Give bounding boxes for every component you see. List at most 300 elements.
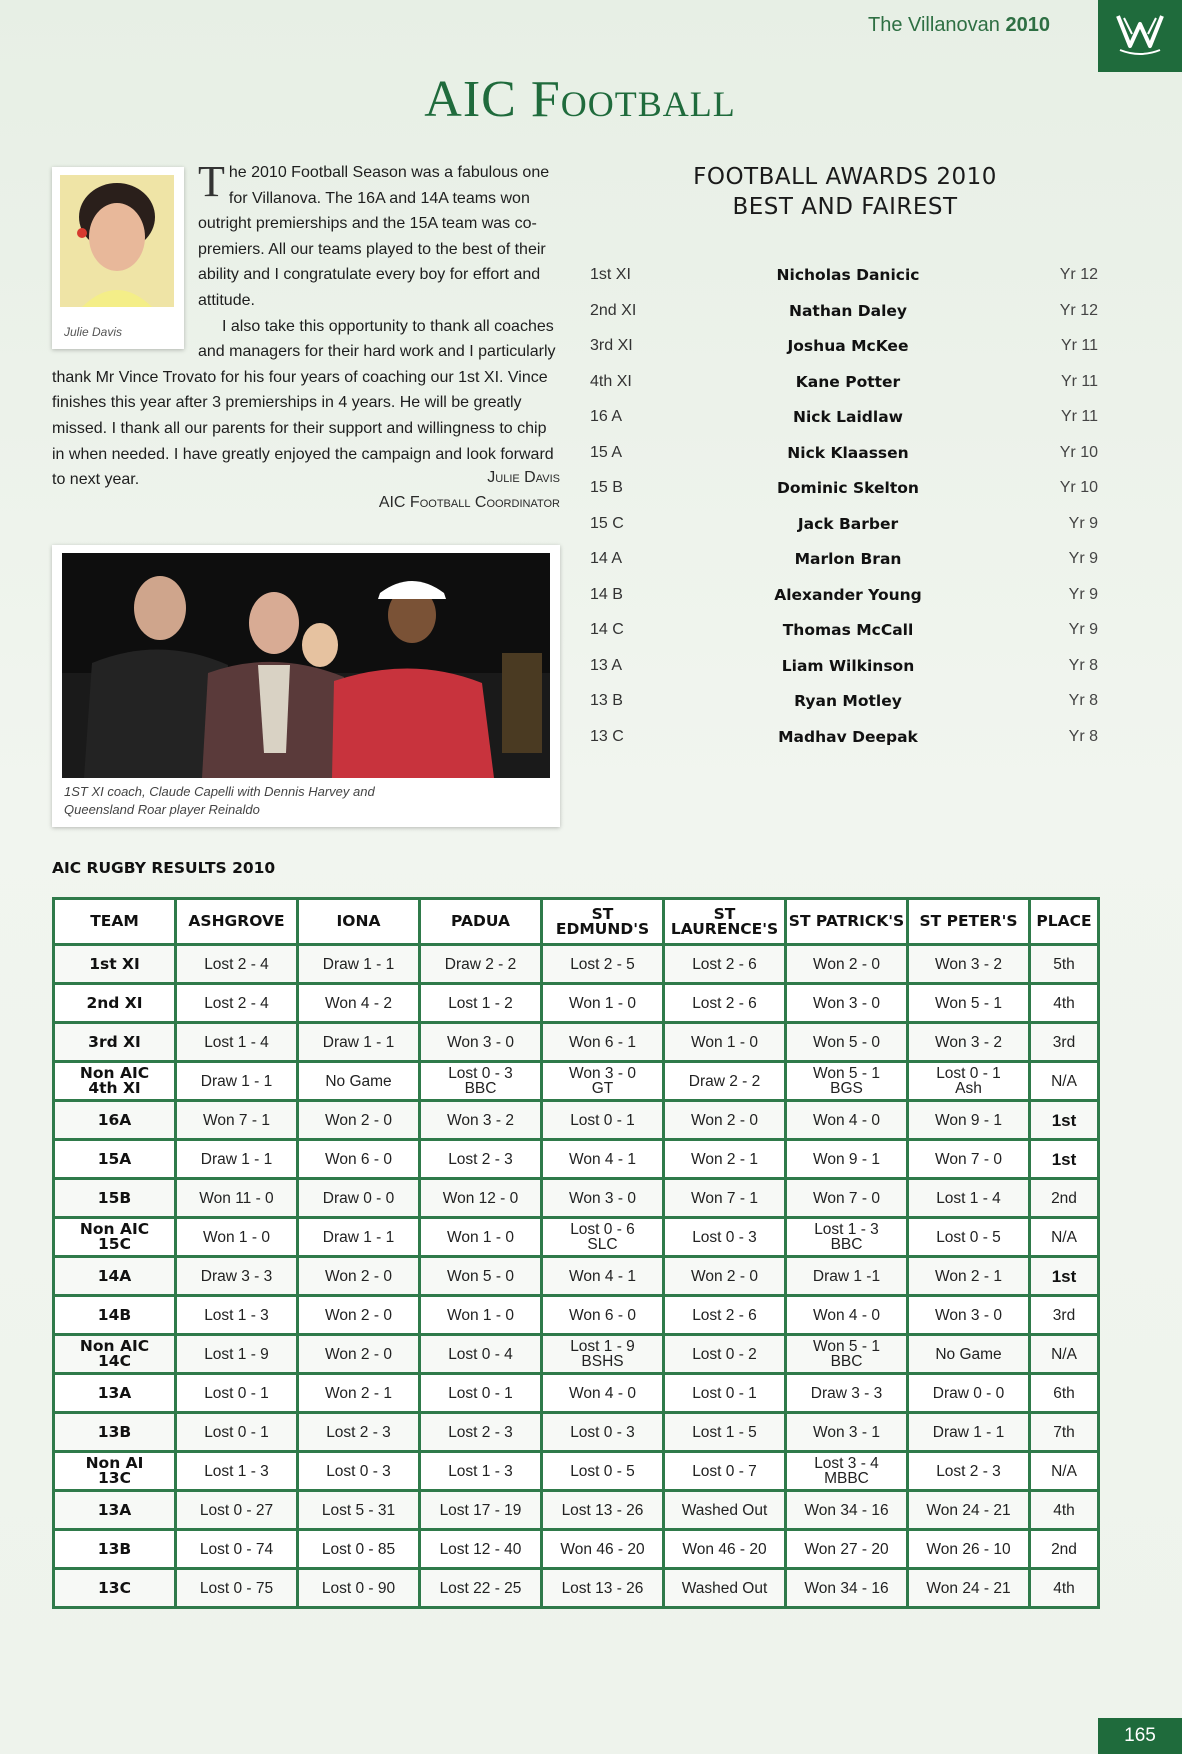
team-cell bbox=[54, 1179, 176, 1218]
cell-text: MBBC bbox=[824, 1470, 869, 1487]
result-cell bbox=[298, 1062, 420, 1101]
cell-text: Lost 17 - 19 bbox=[439, 1501, 522, 1519]
team-photo bbox=[62, 553, 550, 778]
team-cell bbox=[54, 1062, 176, 1101]
result-cell bbox=[786, 1101, 908, 1140]
cell-text: Won 12 - 0 bbox=[442, 1189, 519, 1207]
cell-text: Won 24 - 21 bbox=[926, 1579, 1011, 1597]
team-cell bbox=[54, 1101, 176, 1140]
result-cell bbox=[420, 945, 542, 984]
cell-text: Draw 1 -1 bbox=[812, 1267, 881, 1285]
result-cell bbox=[664, 1569, 786, 1608]
cell-text: Lost 1 - 9 bbox=[204, 1345, 269, 1363]
cell-text: Lost 0 - 3 bbox=[692, 1228, 757, 1246]
result-cell bbox=[664, 1023, 786, 1062]
cell-text: Lost 0 - 6 bbox=[570, 1221, 635, 1238]
cell-text: Lost 2 - 6 bbox=[692, 955, 757, 973]
place-cell: 5th bbox=[1030, 945, 1099, 984]
cell-text: Won 9 - 1 bbox=[813, 1150, 880, 1168]
award-year: Yr 8 bbox=[1068, 656, 1098, 674]
cell-text: Lost 1 - 3 bbox=[448, 1462, 513, 1480]
cell-text: Lost 0 - 5 bbox=[570, 1462, 635, 1480]
result-cell bbox=[664, 1140, 786, 1179]
award-row bbox=[590, 337, 1100, 373]
cell-text: Lost 0 - 1 bbox=[936, 1065, 1001, 1082]
award-row bbox=[590, 302, 1100, 338]
result-cell bbox=[542, 1335, 664, 1374]
cell-text: Won 3 - 2 bbox=[447, 1111, 514, 1129]
award-player-name: Nathan Daley bbox=[788, 301, 908, 320]
result-cell bbox=[786, 1452, 908, 1491]
cell-text: Won 3 - 0 bbox=[935, 1306, 1002, 1324]
cell-text: Lost 1 - 3 bbox=[204, 1462, 269, 1480]
result-cell bbox=[664, 1257, 786, 1296]
cell-text: Won 3 - 2 bbox=[935, 1033, 1002, 1051]
result-cell bbox=[786, 945, 908, 984]
place-cell: 2nd bbox=[1030, 1179, 1099, 1218]
place-cell: 1st bbox=[1030, 1140, 1099, 1179]
cell-text: Won 2 - 0 bbox=[325, 1345, 392, 1363]
place-cell: N/A bbox=[1030, 1452, 1099, 1491]
cell-text: Draw 1 - 1 bbox=[322, 955, 395, 973]
table-row bbox=[54, 1218, 1099, 1257]
cell-text: Draw 2 - 2 bbox=[444, 955, 517, 973]
result-cell bbox=[420, 1335, 542, 1374]
place-cell: N/A bbox=[1030, 1335, 1099, 1374]
cell-text: 15C bbox=[98, 1235, 131, 1253]
cell-text: Lost 2 - 3 bbox=[448, 1150, 513, 1168]
result-cell bbox=[786, 1218, 908, 1257]
cell-text: Lost 1 - 9 bbox=[570, 1338, 635, 1355]
cell-text: Draw 3 - 3 bbox=[810, 1384, 883, 1402]
result-cell bbox=[298, 945, 420, 984]
result-cell bbox=[176, 1257, 298, 1296]
cell-text: 14A bbox=[97, 1266, 132, 1285]
award-player-name: Jack Barber bbox=[797, 514, 899, 533]
cell-text: Won 34 - 16 bbox=[804, 1501, 889, 1519]
cell-text: Lost 2 - 3 bbox=[448, 1423, 513, 1441]
drop-cap: T bbox=[198, 157, 225, 206]
award-year: Yr 9 bbox=[1068, 621, 1098, 638]
cell-text: Won 2 - 1 bbox=[691, 1150, 758, 1168]
cell-text: Lost 0 - 1 bbox=[204, 1423, 269, 1441]
table-row bbox=[54, 1491, 1099, 1530]
cell-text: 15A bbox=[97, 1149, 132, 1168]
cell-text: Won 1 - 0 bbox=[447, 1306, 514, 1324]
results-title: AIC RUGBY RESULTS 2010 bbox=[52, 859, 276, 877]
cell-text: Lost 0 - 1 bbox=[570, 1111, 635, 1129]
result-cell bbox=[908, 1296, 1030, 1335]
cell-text: 13B bbox=[97, 1539, 132, 1558]
cell-text: Lost 2 - 4 bbox=[204, 955, 269, 973]
cell-text: Won 3 - 0 bbox=[569, 1189, 636, 1207]
result-cell bbox=[664, 1491, 786, 1530]
column-header: TEAM bbox=[54, 899, 176, 945]
cell-text: Won 2 - 1 bbox=[325, 1384, 392, 1402]
cell-text: Ash bbox=[955, 1080, 982, 1097]
result-cell bbox=[542, 1062, 664, 1101]
column-header: ST PETER'S bbox=[908, 899, 1030, 945]
cell-text: Won 26 - 10 bbox=[926, 1540, 1011, 1558]
table-row bbox=[54, 1179, 1099, 1218]
cell-text: No Game bbox=[325, 1072, 392, 1090]
award-player-name: Liam Wilkinson bbox=[781, 656, 915, 675]
award-player-name: Ryan Motley bbox=[794, 692, 902, 710]
cell-text: Won 1 - 0 bbox=[691, 1033, 758, 1051]
award-team: 14 A bbox=[590, 550, 623, 567]
cell-text: 14B bbox=[97, 1305, 132, 1324]
team-cell bbox=[54, 1452, 176, 1491]
cell-text: Won 2 - 0 bbox=[325, 1267, 392, 1285]
award-team: 13 B bbox=[590, 692, 623, 709]
award-player-name: Nick Klaassen bbox=[787, 443, 909, 462]
team-cell bbox=[54, 1140, 176, 1179]
award-year: Yr 11 bbox=[1060, 372, 1098, 390]
cell-text: BSHS bbox=[581, 1353, 624, 1370]
cell-text: Draw 1 - 1 bbox=[932, 1423, 1005, 1441]
cell-text: 15B bbox=[97, 1188, 132, 1207]
result-cell bbox=[420, 1413, 542, 1452]
result-cell bbox=[664, 1413, 786, 1452]
award-year: Yr 12 bbox=[1059, 301, 1098, 319]
cell-text: Lost 22 - 25 bbox=[439, 1579, 522, 1597]
table-row bbox=[54, 1101, 1099, 1140]
award-team: 13 C bbox=[590, 727, 624, 745]
result-cell bbox=[298, 1179, 420, 1218]
cell-text: 14C bbox=[98, 1352, 131, 1370]
result-cell bbox=[786, 984, 908, 1023]
cell-text: 13C bbox=[98, 1469, 131, 1487]
cell-text: Washed Out bbox=[681, 1579, 768, 1597]
table-row bbox=[54, 945, 1099, 984]
cell-text: 4th XI bbox=[88, 1079, 141, 1097]
cell-text: 13A bbox=[97, 1500, 132, 1519]
award-row bbox=[590, 621, 1100, 657]
cell-text: Lost 1 - 4 bbox=[204, 1033, 269, 1051]
result-cell bbox=[176, 945, 298, 984]
column-header: PADUA bbox=[420, 899, 542, 945]
awards-title-line-1: FOOTBALL AWARDS 2010 bbox=[693, 164, 997, 190]
cell-text: Won 5 - 1 bbox=[813, 1065, 880, 1082]
result-cell bbox=[542, 1530, 664, 1569]
award-year: Yr 12 bbox=[1059, 266, 1098, 283]
award-team: 14 C bbox=[590, 621, 624, 638]
place-cell: 1st bbox=[1030, 1257, 1099, 1296]
result-cell bbox=[664, 1179, 786, 1218]
result-cell bbox=[420, 1179, 542, 1218]
award-team: 15 B bbox=[590, 479, 623, 496]
award-player-name: Nicholas Danicic bbox=[776, 266, 920, 284]
place-cell: 6th bbox=[1030, 1374, 1099, 1413]
cell-text: Draw 1 - 1 bbox=[200, 1072, 273, 1090]
cell-text: Lost 13 - 26 bbox=[561, 1579, 644, 1597]
table-row bbox=[54, 1452, 1099, 1491]
cell-text: Lost 13 - 26 bbox=[561, 1501, 644, 1519]
cell-text: Won 9 - 1 bbox=[935, 1111, 1002, 1129]
cell-text: Draw 0 - 0 bbox=[932, 1384, 1005, 1402]
cell-text: Won 7 - 1 bbox=[203, 1111, 270, 1129]
result-cell bbox=[786, 1023, 908, 1062]
award-row bbox=[590, 692, 1100, 728]
result-cell bbox=[420, 1101, 542, 1140]
award-player-name: Thomas McCall bbox=[782, 621, 914, 639]
award-year: Yr 10 bbox=[1059, 479, 1098, 496]
team-cell bbox=[54, 1491, 176, 1530]
result-cell bbox=[908, 945, 1030, 984]
awards-title-line-2: BEST AND FAIREST bbox=[732, 194, 958, 220]
result-cell bbox=[542, 1101, 664, 1140]
result-cell bbox=[298, 1296, 420, 1335]
result-cell bbox=[298, 1023, 420, 1062]
cell-text: Won 3 - 1 bbox=[813, 1423, 880, 1441]
portrait-photo bbox=[60, 175, 174, 307]
cell-text: Won 1 - 0 bbox=[447, 1228, 514, 1246]
awards-list bbox=[590, 266, 1100, 763]
cell-text: Lost 2 - 4 bbox=[204, 994, 269, 1012]
award-year: Yr 8 bbox=[1068, 727, 1098, 745]
place-cell: 3rd bbox=[1030, 1296, 1099, 1335]
place-cell: N/A bbox=[1030, 1218, 1099, 1257]
result-cell bbox=[786, 1569, 908, 1608]
result-cell bbox=[420, 1257, 542, 1296]
result-cell bbox=[176, 1023, 298, 1062]
result-cell bbox=[420, 1569, 542, 1608]
team-cell bbox=[54, 1296, 176, 1335]
award-team: 15 C bbox=[590, 514, 624, 532]
result-cell bbox=[664, 1530, 786, 1569]
cell-text: 13A bbox=[97, 1383, 132, 1402]
cell-text: Won 3 - 2 bbox=[935, 955, 1002, 973]
cell-text: 13C bbox=[98, 1578, 131, 1597]
column-header: ASHGROVE bbox=[176, 899, 298, 945]
result-cell bbox=[420, 1218, 542, 1257]
cell-text: Won 2 - 0 bbox=[691, 1267, 758, 1285]
award-team: 13 A bbox=[590, 656, 623, 674]
award-team: 3rd XI bbox=[590, 337, 633, 354]
team-cell bbox=[54, 945, 176, 984]
result-cell bbox=[664, 1101, 786, 1140]
cell-text: Won 34 - 16 bbox=[804, 1579, 889, 1597]
result-cell bbox=[176, 1569, 298, 1608]
cell-text: Lost 0 - 3 bbox=[326, 1462, 391, 1480]
cell-text: Won 3 - 0 bbox=[813, 994, 880, 1012]
column-header: IONA bbox=[298, 899, 420, 945]
result-cell bbox=[420, 984, 542, 1023]
cell-text: Won 4 - 1 bbox=[569, 1267, 636, 1285]
result-cell bbox=[542, 1179, 664, 1218]
cell-text: Lost 2 - 3 bbox=[326, 1423, 391, 1441]
result-cell bbox=[664, 1374, 786, 1413]
result-cell bbox=[420, 1023, 542, 1062]
team-cell bbox=[54, 1257, 176, 1296]
result-cell bbox=[908, 1101, 1030, 1140]
place-cell: 4th bbox=[1030, 1569, 1099, 1608]
results-header-row bbox=[54, 899, 1099, 945]
cell-text: BBC bbox=[830, 1236, 863, 1253]
cell-text: Won 5 - 1 bbox=[813, 1338, 880, 1355]
table-row bbox=[54, 1296, 1099, 1335]
result-cell bbox=[420, 1296, 542, 1335]
cell-text: Won 5 - 1 bbox=[935, 994, 1002, 1012]
award-year: Yr 11 bbox=[1060, 337, 1098, 354]
result-cell bbox=[298, 1530, 420, 1569]
cell-text: Won 2 - 1 bbox=[935, 1267, 1002, 1285]
result-cell bbox=[542, 945, 664, 984]
award-year: Yr 9 bbox=[1068, 514, 1098, 532]
award-team: 2nd XI bbox=[590, 301, 637, 319]
award-row bbox=[590, 586, 1100, 622]
result-cell bbox=[542, 1218, 664, 1257]
result-cell bbox=[176, 1101, 298, 1140]
cell-text: Lost 0 - 74 bbox=[199, 1540, 274, 1558]
cell-text: Won 3 - 0 bbox=[569, 1065, 636, 1082]
result-cell bbox=[786, 1179, 908, 1218]
cell-text: Won 11 - 0 bbox=[199, 1189, 274, 1207]
cell-text: Won 2 - 0 bbox=[691, 1111, 758, 1129]
result-cell bbox=[908, 1062, 1030, 1101]
column-header: ST LAURENCE'S bbox=[664, 899, 786, 945]
cell-text: Lost 0 - 90 bbox=[321, 1579, 396, 1597]
award-row bbox=[590, 550, 1100, 586]
cell-text: Lost 12 - 40 bbox=[439, 1540, 522, 1558]
result-cell bbox=[298, 1335, 420, 1374]
cell-text: Draw 1 - 1 bbox=[200, 1150, 273, 1168]
cell-text: Won 5 - 0 bbox=[813, 1033, 880, 1051]
result-cell bbox=[176, 1452, 298, 1491]
result-cell bbox=[542, 1491, 664, 1530]
cell-text: 13B bbox=[97, 1422, 132, 1441]
result-cell bbox=[420, 1374, 542, 1413]
award-row bbox=[590, 479, 1100, 515]
cell-text: Won 4 - 1 bbox=[569, 1150, 636, 1168]
cell-text: Washed Out bbox=[681, 1501, 768, 1519]
result-cell bbox=[908, 1413, 1030, 1452]
publication-name: The Villanovan bbox=[867, 14, 1000, 36]
team-photo-card bbox=[52, 545, 560, 827]
team-cell bbox=[54, 1335, 176, 1374]
intro-paragraph-1: he 2010 Football Season was a fabulous one for Villanova. The 16A and 14A teams won outright premierships and the 15A team was co-premiers. All our teams played to the best of their ability and I congratulate every boy for effort and attitude. bbox=[198, 164, 550, 309]
result-cell bbox=[420, 1452, 542, 1491]
result-cell bbox=[786, 1335, 908, 1374]
result-cell bbox=[664, 1452, 786, 1491]
result-cell bbox=[908, 984, 1030, 1023]
cell-text: Lost 0 - 75 bbox=[199, 1579, 274, 1597]
result-cell bbox=[908, 1218, 1030, 1257]
award-player-name: Madhav Deepak bbox=[778, 727, 918, 746]
result-cell bbox=[420, 1530, 542, 1569]
result-cell bbox=[908, 1335, 1030, 1374]
cell-text: Lost 0 - 5 bbox=[936, 1228, 1001, 1246]
award-row bbox=[590, 373, 1100, 409]
cell-text: Draw 1 - 1 bbox=[322, 1228, 395, 1246]
team-cell bbox=[54, 1218, 176, 1257]
portrait-caption: Julie Davis bbox=[64, 325, 123, 339]
team-cell bbox=[54, 1569, 176, 1608]
result-cell bbox=[176, 1179, 298, 1218]
award-team: 4th XI bbox=[590, 372, 632, 390]
award-team: 16 A bbox=[590, 408, 623, 425]
cell-text: Draw 3 - 3 bbox=[200, 1267, 273, 1285]
cell-text: Lost 0 - 4 bbox=[448, 1345, 513, 1363]
cell-text: BBC bbox=[464, 1080, 497, 1097]
place-cell: 3rd bbox=[1030, 1023, 1099, 1062]
result-cell bbox=[664, 1062, 786, 1101]
cell-text: Draw 0 - 0 bbox=[322, 1189, 395, 1207]
cell-text: Lost 1 - 3 bbox=[814, 1221, 879, 1238]
result-cell bbox=[664, 945, 786, 984]
results-body bbox=[54, 945, 1099, 1608]
result-cell bbox=[542, 1452, 664, 1491]
cell-text: Lost 0 - 1 bbox=[692, 1384, 757, 1402]
cell-text: Lost 0 - 1 bbox=[204, 1384, 269, 1402]
signoff-role: AIC Football Coordinator bbox=[378, 494, 560, 511]
cell-text: SLC bbox=[587, 1236, 618, 1253]
result-cell bbox=[542, 1413, 664, 1452]
award-row bbox=[590, 728, 1100, 764]
result-cell bbox=[298, 1140, 420, 1179]
result-cell bbox=[420, 1140, 542, 1179]
award-row bbox=[590, 266, 1100, 302]
result-cell bbox=[542, 1296, 664, 1335]
result-cell bbox=[908, 1452, 1030, 1491]
signoff bbox=[340, 465, 560, 515]
cell-text: Lost 0 - 3 bbox=[570, 1423, 635, 1441]
table-row bbox=[54, 984, 1099, 1023]
result-cell bbox=[176, 1218, 298, 1257]
result-cell bbox=[542, 984, 664, 1023]
cell-text: Lost 2 - 6 bbox=[692, 994, 757, 1012]
cell-text: 2nd XI bbox=[86, 993, 143, 1012]
cell-text: Won 3 - 0 bbox=[447, 1033, 514, 1051]
cell-text: Won 7 - 1 bbox=[691, 1189, 758, 1207]
result-cell bbox=[664, 984, 786, 1023]
result-cell bbox=[664, 1296, 786, 1335]
table-row bbox=[54, 1257, 1099, 1296]
place-cell: 4th bbox=[1030, 984, 1099, 1023]
place-cell: 4th bbox=[1030, 1491, 1099, 1530]
cell-text: Won 1 - 0 bbox=[203, 1228, 270, 1246]
cell-text: Won 4 - 2 bbox=[325, 994, 392, 1012]
award-player-name: Nick Laidlaw bbox=[792, 408, 903, 426]
result-cell bbox=[786, 1530, 908, 1569]
result-cell bbox=[786, 1413, 908, 1452]
cell-text: Won 4 - 0 bbox=[813, 1306, 880, 1324]
result-cell bbox=[786, 1257, 908, 1296]
cell-text: Won 46 - 20 bbox=[560, 1540, 645, 1558]
result-cell bbox=[176, 1140, 298, 1179]
result-cell bbox=[176, 1374, 298, 1413]
result-cell bbox=[542, 1374, 664, 1413]
cell-text: Won 6 - 0 bbox=[325, 1150, 392, 1168]
cell-text: Lost 5 - 31 bbox=[321, 1501, 396, 1519]
result-cell bbox=[908, 1023, 1030, 1062]
result-cell bbox=[420, 1491, 542, 1530]
cell-text: Lost 0 - 7 bbox=[692, 1462, 757, 1480]
cell-text: Won 46 - 20 bbox=[682, 1540, 767, 1558]
awards-heading bbox=[640, 162, 1050, 222]
cell-text: Lost 3 - 4 bbox=[814, 1455, 879, 1472]
cell-text: GT bbox=[591, 1080, 614, 1097]
award-year: Yr 8 bbox=[1068, 692, 1098, 709]
award-team: 14 B bbox=[590, 585, 623, 603]
result-cell bbox=[542, 1023, 664, 1062]
page-number: 165 bbox=[1098, 1718, 1182, 1754]
result-cell bbox=[664, 1335, 786, 1374]
result-cell bbox=[786, 1140, 908, 1179]
cell-text: Non AI bbox=[85, 1454, 144, 1472]
cell-text: Lost 0 - 2 bbox=[692, 1345, 757, 1363]
result-cell bbox=[542, 1257, 664, 1296]
